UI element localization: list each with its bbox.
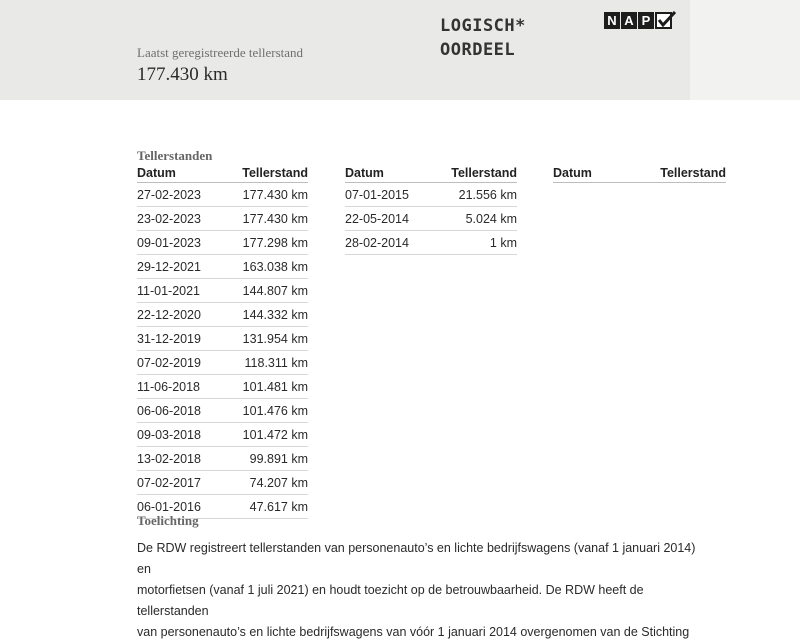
reading-odometer: 101.476 km xyxy=(227,399,308,423)
reading-odometer: 99.891 km xyxy=(227,447,308,471)
nap-letter-a: A xyxy=(621,12,637,29)
reading-odometer: 101.472 km xyxy=(227,423,308,447)
reading-date: 29-12-2021 xyxy=(137,255,227,279)
reading-odometer: 177.298 km xyxy=(227,231,308,255)
column-header-date: Datum xyxy=(345,164,435,183)
reading-date: 06-06-2018 xyxy=(137,399,227,423)
checkmark-box-icon xyxy=(655,11,677,30)
table-row xyxy=(137,471,308,495)
reading-odometer: 144.332 km xyxy=(227,303,308,327)
table-row xyxy=(137,327,308,351)
reading-date: 28-02-2014 xyxy=(345,231,435,255)
table-row xyxy=(137,399,308,423)
column-header-date: Datum xyxy=(553,164,643,183)
explanation-line-2: motorfietsen (vanaf 1 juli 2021) en houdt toezicht op de betrouwbaarheid. De RDW heeft de tellerstanden xyxy=(137,583,644,618)
reading-date: 11-01-2021 xyxy=(137,279,227,303)
reading-odometer: 21.556 km xyxy=(435,183,517,207)
reading-date: 27-02-2023 xyxy=(137,183,227,207)
column-header-odometer: Tellerstand xyxy=(227,164,308,183)
table-row xyxy=(137,231,308,255)
reading-odometer: 101.481 km xyxy=(227,375,308,399)
reading-date: 07-02-2019 xyxy=(137,351,227,375)
table-row xyxy=(137,279,308,303)
table-row xyxy=(345,207,517,231)
reading-date: 11-06-2018 xyxy=(137,375,227,399)
table-header-row xyxy=(345,164,517,183)
table-header-row xyxy=(553,164,726,183)
table-row xyxy=(137,183,308,207)
reading-odometer: 1 km xyxy=(435,231,517,255)
reading-date: 07-02-2017 xyxy=(137,471,227,495)
reading-date: 07-01-2015 xyxy=(345,183,435,207)
reading-date: 23-02-2023 xyxy=(137,207,227,231)
reading-odometer: 163.038 km xyxy=(227,255,308,279)
readings-table-1 xyxy=(137,164,308,519)
reading-date: 22-05-2014 xyxy=(345,207,435,231)
header-band-edge xyxy=(690,0,800,100)
explanation-title: Toelichting xyxy=(137,513,199,528)
readings-table-2 xyxy=(345,164,517,255)
table-row xyxy=(137,423,308,447)
table-row xyxy=(137,255,308,279)
table-row xyxy=(137,303,308,327)
readings-title: Tellerstanden xyxy=(137,148,213,163)
reading-date: 31-12-2019 xyxy=(137,327,227,351)
nap-logo xyxy=(604,11,677,30)
reading-date: 22-12-2020 xyxy=(137,303,227,327)
reading-odometer: 177.430 km xyxy=(227,207,308,231)
nap-letter-p: P xyxy=(638,12,654,29)
header-band xyxy=(0,0,800,100)
reading-date: 09-03-2018 xyxy=(137,423,227,447)
reading-date: 06-01-2016 xyxy=(137,495,227,519)
reading-odometer: 118.311 km xyxy=(227,351,308,375)
verdict-line-2: OORDEEL xyxy=(440,40,516,60)
reading-odometer: 47.617 km xyxy=(227,495,308,519)
reading-odometer: 131.954 km xyxy=(227,327,308,351)
reading-odometer: 74.207 km xyxy=(227,471,308,495)
reading-date: 09-01-2023 xyxy=(137,231,227,255)
table-row xyxy=(345,231,517,255)
column-header-odometer: Tellerstand xyxy=(435,164,517,183)
explanation-line-3: van personenauto’s en lichte bedrijfswagens van vóór 1 januari 2014 overgenomen van de Stichting xyxy=(137,625,690,639)
reading-date: 13-02-2018 xyxy=(137,447,227,471)
readings-table-1-body xyxy=(137,183,308,519)
verdict-line-1: LOGISCH* xyxy=(440,16,526,36)
column-header-date: Datum xyxy=(137,164,227,183)
table-header-row xyxy=(137,164,308,183)
reading-odometer: 177.430 km xyxy=(227,183,308,207)
table-row xyxy=(345,183,517,207)
table-row xyxy=(137,351,308,375)
reading-odometer: 144.807 km xyxy=(227,279,308,303)
readings-table-2-body xyxy=(345,183,517,255)
verdict-heading xyxy=(440,14,600,62)
reading-odometer: 5.024 km xyxy=(435,207,517,231)
explanation-text xyxy=(137,538,707,643)
explanation-line-1: De RDW registreert tellerstanden van personenauto’s en lichte bedrijfswagens (vanaf 1 januari 2014) en xyxy=(137,541,696,576)
last-reading-label: Laatst geregistreerde tellerstand xyxy=(137,45,304,60)
table-row xyxy=(137,207,308,231)
readings-table-3 xyxy=(553,164,726,183)
nap-letter-n: N xyxy=(604,12,620,29)
table-row xyxy=(137,375,308,399)
last-reading-value: 177.430 km xyxy=(137,64,228,85)
column-header-odometer: Tellerstand xyxy=(643,164,726,183)
table-row xyxy=(137,447,308,471)
